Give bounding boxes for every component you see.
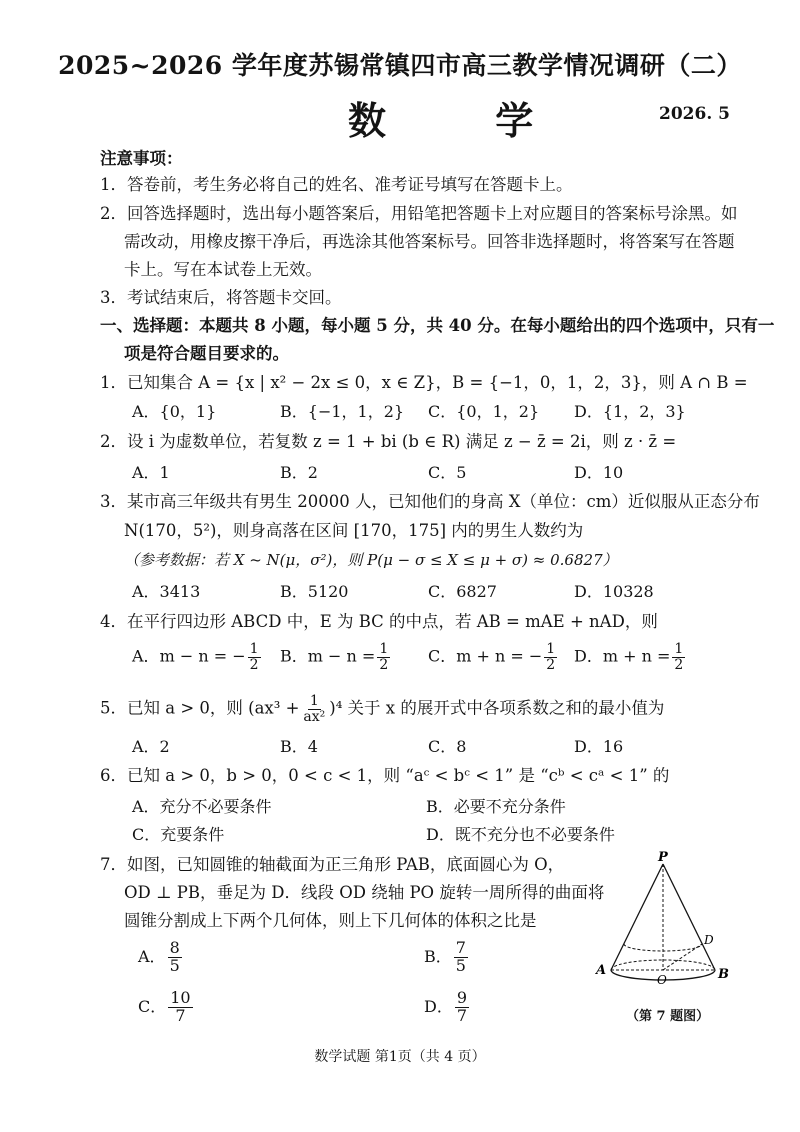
fraction [544, 642, 557, 672]
option-label: D． [574, 646, 603, 666]
question-7-stem-line-1: 7．如图，已知圆锥的轴截面为正三角形 PAB，底面圆心为 O， [100, 855, 565, 874]
exam-date: 2026. 5 [659, 104, 730, 124]
question-2-stem: 2．设 i 为虚数单位，若复数 z = 1 + bi (b ∈ R) 满足 z − z̄ = 2i，则 z · z̄ = [100, 432, 677, 451]
option-label: C． [428, 646, 457, 666]
question-1-option-d: D．{1，2，3} [574, 402, 686, 421]
question-1-option-c: C．{0，1，2} [428, 402, 540, 421]
question-4-option-a [132, 642, 263, 672]
option-label: A． [132, 646, 160, 666]
fraction-denominator: 7 [456, 1005, 468, 1025]
question-5-stem [100, 694, 664, 724]
question-2-option-d: D．10 [574, 463, 624, 482]
option-expr: m − n = − [159, 646, 246, 666]
notice-item-1: 1．答卷前，考生务必将自己的姓名、准考证号填写在答题卡上。 [100, 175, 573, 194]
question-5-option-d: D．16 [574, 737, 624, 756]
question-5-option-b: B．4 [280, 737, 318, 756]
label-p: P [658, 850, 668, 865]
fraction-denominator: 5 [169, 955, 180, 975]
question-3-option-d: D．10328 [574, 582, 654, 601]
question-3-option-c: C．6827 [428, 582, 497, 601]
fraction-denominator: ax² [303, 708, 326, 725]
page-footer: 数学试题 第1页（共 4 页） [314, 1049, 486, 1065]
option-label: B． [424, 946, 452, 966]
option-label: A． [138, 946, 166, 966]
option-expr: m + n = − [456, 646, 543, 666]
question-2-option-c: C．5 [428, 463, 467, 482]
subject-title: 数 学 [348, 98, 582, 143]
question-1-option-a: A．{0，1} [132, 402, 217, 421]
fraction [454, 940, 468, 975]
segment-od [663, 944, 702, 970]
fraction-denominator: 7 [175, 1005, 186, 1025]
question-4-option-d [574, 642, 687, 672]
notice-item-2-line-1: 2．回答选择题时，选出每小题答案后，用铅笔把答题卡上对应题目的答案标号涂黑。如 [100, 204, 738, 223]
fraction [672, 642, 685, 672]
question-7-option-d [424, 990, 471, 1025]
fraction-numerator: 1 [546, 641, 556, 657]
question-7-stem-line-3: 圆锥分割成上下两个几何体，则上下几何体的体积之比是 [124, 911, 537, 930]
exam-title: 2025~2026 学年度苏锡常镇四市高三教学情况调研（二） [58, 51, 742, 80]
fraction-denominator: 2 [379, 656, 389, 673]
question-3-reference-data: （参考数据：若 X ~ N(μ，σ²)，则 P(μ − σ ≤ X ≤ μ + σ) ≈ 0.6827） [124, 551, 618, 569]
question-2-option-a: A．1 [132, 463, 170, 482]
question-4-option-b [280, 642, 392, 672]
question-3-option-b: B．5120 [280, 582, 349, 601]
option-expr: m − n = [307, 646, 376, 666]
question-5-option-c: C．8 [428, 737, 467, 756]
fraction-numerator: 1 [249, 641, 259, 657]
fraction [301, 694, 327, 724]
notice-item-3: 3．考试结束后，将答题卡交回。 [100, 288, 342, 307]
question-6-option-d: D．既不充分也不必要条件 [426, 825, 615, 844]
fraction-numerator: 1 [674, 641, 684, 657]
fraction [455, 990, 469, 1025]
fraction [168, 990, 192, 1025]
question-6-stem: 6．已知 a > 0，b > 0，0 < c < 1，则 “aᶜ < bᶜ < 1” 是 “cᵇ < cᵃ < 1” 的 [100, 766, 670, 785]
question-1-option-b: B．{−1，1，2} [280, 402, 405, 421]
label-o: O [657, 973, 667, 987]
fraction [168, 940, 182, 975]
cone-edge-pa [611, 864, 663, 970]
question-7-stem-line-2: OD ⊥ PB，垂足为 D．线段 OD 绕轴 PO 旋转一周所得的曲面将 [124, 883, 605, 902]
fraction-denominator: 2 [674, 656, 684, 673]
option-label: D． [424, 996, 453, 1016]
fraction-numerator: 1 [309, 693, 319, 709]
question-6-option-b: B．必要不充分条件 [426, 797, 566, 816]
fraction-denominator: 2 [249, 656, 259, 673]
question-7-option-b [424, 940, 470, 975]
notice-item-2-line-3: 卡上。写在本试卷上无效。 [124, 260, 322, 279]
fraction [377, 642, 390, 672]
question-5-option-a: A．2 [132, 737, 170, 756]
notice-item-2-line-2: 需改动，用橡皮擦干净后，再选涂其他答案标号。回答非选择题时，将答案写在答题 [124, 232, 735, 251]
question-3-option-a: A．3413 [132, 582, 201, 601]
question-4-stem: 4．在平行四边形 ABCD 中，E 为 BC 的中点，若 AB = mAE + nAD，则 [100, 612, 658, 631]
fraction [248, 642, 261, 672]
section-1-heading-line-2: 项是符合题目要求的。 [124, 344, 289, 363]
fraction-numerator: 9 [456, 988, 468, 1007]
question-3-stem-line-2: N(170，5²)，则身高落在区间 [170，175] 内的男生人数约为 [124, 521, 584, 540]
stem-part: 5．已知 a > 0，则 (ax³ + [100, 698, 300, 718]
question-6-option-c: C．充要条件 [132, 825, 225, 844]
fraction-numerator: 7 [455, 938, 466, 957]
section-1-heading-line-1: 一、选择题：本题共 8 小题，每小题 5 分，共 40 分。在每小题给出的四个选项中，只有一 [100, 316, 775, 335]
stem-part: )⁴ 关于 x 的展开式中各项系数之和的最小值为 [329, 698, 665, 718]
option-label: B． [280, 646, 308, 666]
question-7-option-a [138, 940, 184, 975]
question-6-option-a: A．充分不必要条件 [132, 797, 272, 816]
question-4-option-c [428, 642, 559, 672]
notice-heading: 注意事项： [100, 149, 183, 168]
question-2-option-b: B．2 [280, 463, 318, 482]
fraction-numerator: 10 [170, 988, 191, 1007]
fraction-denominator: 2 [546, 656, 556, 673]
question-7-option-c [138, 990, 195, 1025]
label-d: D [704, 933, 714, 947]
fraction-denominator: 5 [455, 955, 466, 975]
label-a: A [596, 963, 607, 978]
cone-edge-pb [663, 864, 715, 970]
question-1-stem: 1．已知集合 A = {x | x² − 2x ≤ 0，x ∈ Z}，B = {−1，0，1，2，3}，则 A ∩ B = [100, 373, 748, 392]
figure-caption: （第 7 题图） [626, 1009, 710, 1024]
question-3-stem-line-1: 3．某市高三年级共有男生 20000 人，已知他们的身高 X（单位：cm）近似服从正态分布 [100, 492, 760, 511]
label-b: B [718, 967, 729, 982]
fraction-numerator: 8 [169, 938, 180, 957]
cone-figure [586, 850, 746, 1000]
option-expr: m + n = [602, 646, 671, 666]
option-label: C． [138, 996, 167, 1016]
fraction-numerator: 1 [379, 641, 389, 657]
